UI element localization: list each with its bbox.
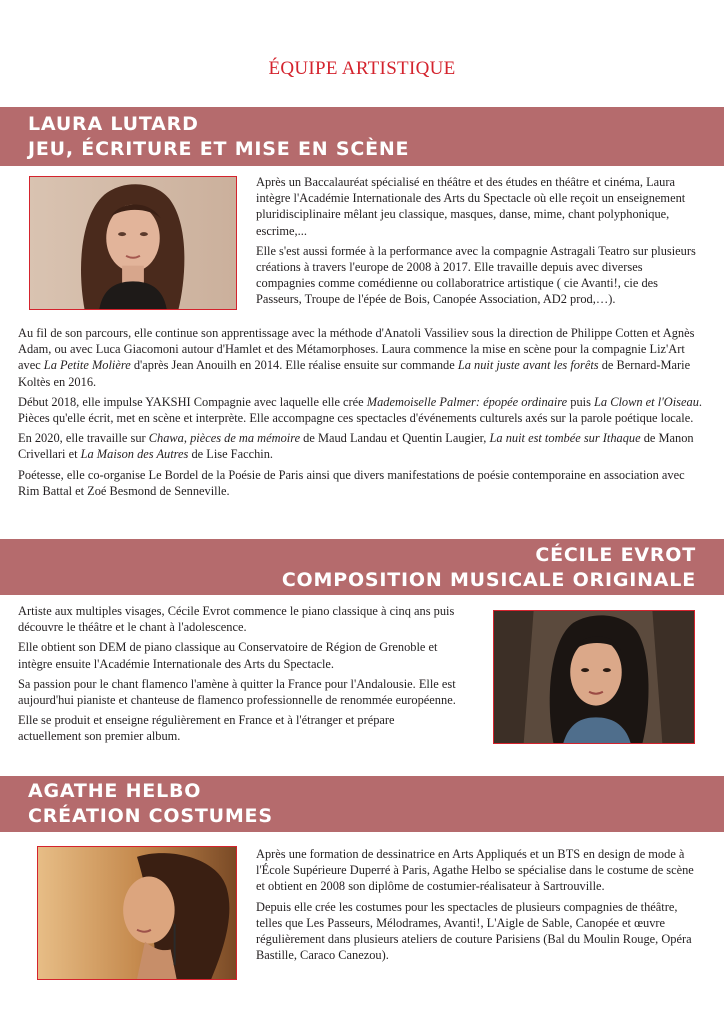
laura-lutard-bio-intro	[256, 174, 702, 312]
bio-paragraph: Artiste aux multiples visages, Cécile Evrot commence le piano classique à cinq ans puis découvre le théâtre et le chant à l'adolescence.	[18, 604, 455, 635]
bio-paragraph: Après un Baccalauréat spécialisé en théâtre et des études en théâtre et cinéma, Laura intègre l'Académie Internationale des Arts du Spectacle où elle reçoit un enseignement pluridisciplinaire mêlant jeu classique, masques, danse, mime, chant polyphonique, escrime,...	[256, 175, 686, 238]
bio-paragraph: Elle s'est aussi formée à la performance avec la compagnie Astragali Teatro sur plusieurs créations à travers l'europe de 2008 à 2017. Elle travaille depuis avec diverses compagnies comme comédienne ou collaboratrice artistique ( cie Avanti!, cie des Passeurs, Troupe de l'épée de Bois, Canopée Association, AD2 prod,…).	[256, 243, 696, 307]
agathe-helbo-photo	[37, 846, 237, 980]
bio-paragraph: Début 2018, elle impulse YAKSHI Compagnie avec laquelle elle crée Mademoiselle Palmer: épopée ordinaire puis La Clown et l'Oiseau. Pièces qu'elle écrit, met en scène et interprète. Elle accompagne ces spectacles d'événements culturels axés sur la parole poétique locale.	[18, 394, 703, 426]
member-name: LAURA LUTARD	[28, 113, 199, 135]
member-name: CÉCILE EVROT	[535, 544, 696, 566]
bio-paragraph: En 2020, elle travaille sur Chawa, pièces de ma mémoire de Maud Landau et Quentin Laugier, La nuit est tombée sur Ithaque de Manon Crivellari et La Maison des Autres de Lise Facchin.	[18, 431, 694, 462]
cecile-evrot-bio	[18, 603, 458, 749]
bio-paragraph: Depuis elle crée les costumes pour les spectacles de plusieurs compagnies de théâtre, telles que Les Passeurs, Mélodrames, Avanti!, L'Aigle de Sable, Canopée et œuvre régulièrement dans plusieurs ateliers de couture Parisiens (Bal du Moulin Rouge, Opéra Bastille, Caraco Canezou).	[256, 899, 692, 963]
agathe-helbo-header	[0, 776, 724, 832]
member-role: CRÉATION COSTUMES	[28, 805, 273, 827]
bio-paragraph: Après une formation de dessinatrice en Arts Appliqués et un BTS en design de mode à l'École Supérieure Duperré à Paris, Agathe Helbo se spécialise dans le costume de scène et obtient en 2008 son diplôme de costumier-réalisateur à Sartrouville.	[256, 847, 694, 894]
agathe-helbo-bio	[256, 846, 702, 967]
bio-paragraph: Au fil de son parcours, elle continue son apprentissage avec la méthode d'Anatoli Vassiliev sous la direction de Philippe Cotten et Agnès Adam, ou avec Luca Giacomoni autour d'Hamlet et des Métamorphoses. Laura commence la mise en scène pour la compagnie Liz'Art avec La Petite Molière d'après Jean Anouilh en 2014. Elle réalise ensuite sur commande La nuit juste avant les forêts de Bernard-Marie Koltès en 2016.	[18, 326, 695, 389]
member-role: COMPOSITION MUSICALE ORIGINALE	[281, 569, 696, 591]
member-name: AGATHE HELBO	[28, 780, 202, 802]
bio-paragraph: Elle se produit et enseigne régulièrement en France et à l'étranger et prépare actuellement son premier album.	[18, 713, 395, 744]
bio-paragraph: Poétesse, elle co-organise Le Bordel de la Poésie de Paris ainsi que divers manifestations de poésie contemporaine en association avec Rim Battal et Zoé Besmond de Senneville.	[18, 467, 685, 498]
cecile-evrot-header	[0, 539, 724, 595]
bio-paragraph: Elle obtient son DEM de piano classique au Conservatoire de Région de Grenoble et intègre ensuite l'Académie Internationale des Arts du Spectacle.	[18, 640, 438, 671]
laura-lutard-photo	[29, 176, 237, 310]
laura-lutard-header	[0, 107, 724, 166]
member-role: JEU, ÉCRITURE ET MISE EN SCÈNE	[28, 138, 410, 160]
bio-paragraph: Sa passion pour le chant flamenco l'amène à quitter la France pour l'Andalousie. Elle est aujourd'hui pianiste et chanteuse de flamenco professionnelle de renommée européenne.	[18, 676, 456, 708]
page-title: ÉQUIPE ARTISTIQUE	[268, 58, 456, 79]
laura-lutard-bio-detail	[18, 325, 708, 503]
cecile-evrot-photo	[493, 610, 695, 744]
